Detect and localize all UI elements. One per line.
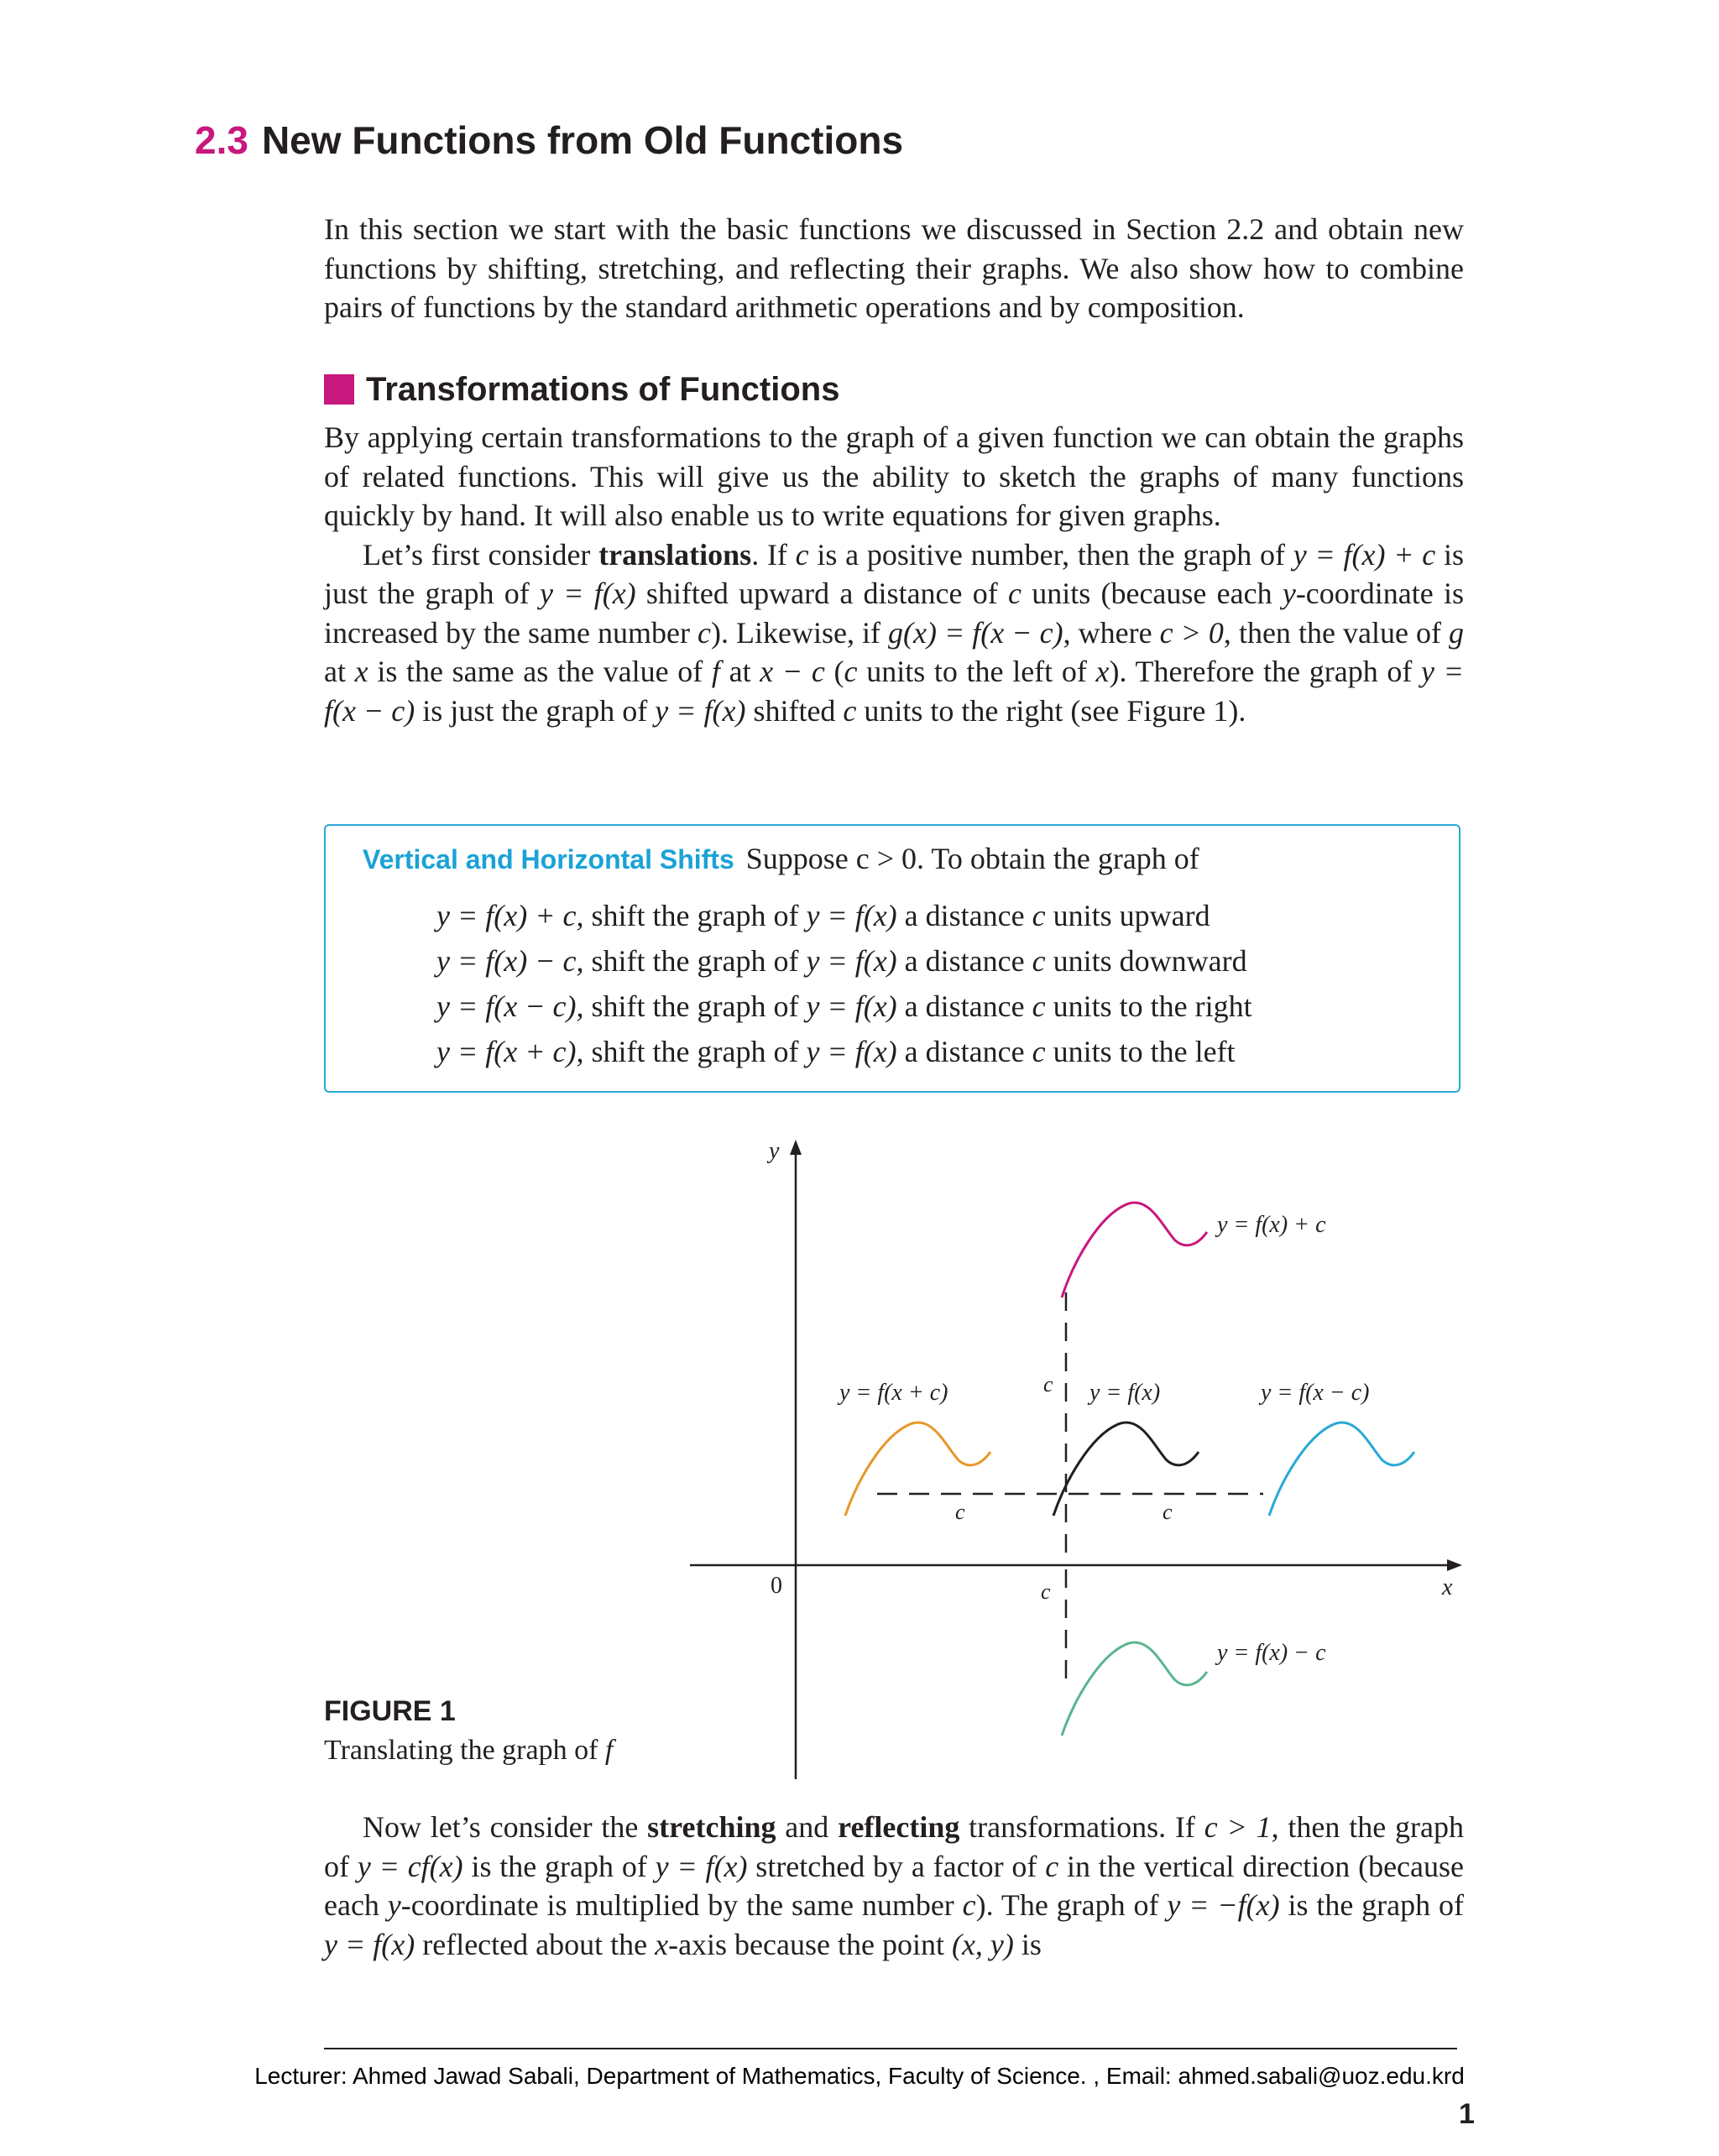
para-stretch-reflect: Now let’s consider the stretching and reflecting transformations. If c > 1, then the graph of y = cf(x) is the graph of y = f(x) stretched by a factor of c in the vertical direction (because each y-coordinate is multiplied by the same number c). The graph of y = −f(x) is the graph of y = f(x) reflected about the x-axis because the point (x, y) is (324, 1810, 1465, 1961)
footer-text: Lecturer: Ahmed Jawad Sabali, Department of Mathematics, Faculty of Science. , Email: ahmed.sabali@uoz.edu.krd (254, 2063, 1465, 2089)
curve-shift-left (845, 1423, 990, 1516)
c-label-left: c (955, 1500, 965, 1524)
subsection-bullet-square (324, 374, 354, 405)
x-axis-label: x (1442, 1574, 1453, 1600)
rule-downward: y = f(x) − c, shift the graph of y = f(x) a distance c units downward (436, 944, 1247, 978)
subsection-heading (324, 368, 839, 411)
curve-shift-right (1269, 1423, 1414, 1516)
label-shift-down: y = f(x) − c (1217, 1640, 1326, 1666)
label-shift-right: y = f(x − c) (1261, 1380, 1370, 1406)
figure-1-graph (671, 1133, 1477, 1779)
label-shift-up: y = f(x) + c (1217, 1212, 1326, 1238)
curve-base (1053, 1423, 1199, 1516)
section-heading (195, 117, 903, 163)
page-number: 1 (1459, 2098, 1475, 2130)
label-base: y = f(x) (1089, 1380, 1161, 1406)
rule-right: y = f(x − c), shift the graph of y = f(x) a distance c units to the right (436, 989, 1252, 1023)
box-rules (436, 893, 1252, 1074)
c-label-lower: c (1041, 1579, 1051, 1604)
rule-upward: y = f(x) + c, shift the graph of y = f(x) a distance c units upward (436, 899, 1210, 932)
subsection-title: Transformations of Functions (366, 370, 840, 408)
section-number: 2.3 (195, 118, 248, 162)
y-axis-label: y (769, 1138, 780, 1164)
figure-description: Translating the graph of f (324, 1735, 614, 1766)
c-label-upper: c (1043, 1372, 1053, 1396)
intro-paragraph (324, 210, 1464, 327)
curve-shift-down (1062, 1642, 1207, 1736)
label-shift-left: y = f(x + c) (839, 1380, 948, 1406)
transformations-paragraphs (324, 418, 1464, 730)
footer-rule (324, 2048, 1457, 2049)
rule-left: y = f(x + c), shift the graph of y = f(x) a distance c units to the left (436, 1035, 1236, 1068)
figure-label: FIGURE 1 (324, 1695, 456, 1727)
section-title: New Functions from Old Functions (261, 118, 904, 162)
c-label-right: c (1163, 1500, 1173, 1524)
shifts-rule-box (324, 824, 1460, 1093)
para-translations: Let’s first consider translations. If c is a positive number, then the graph of y = f(x) + c is just the graph of y = f(x) shifted upward a distance of c units (because each y-coordinate is increased by the same number c). Likewise, if g(x) = f(x − c), where c > 0, then the value of g at x is the same as the value of f at x − c (c units to the left of x). Therefore the graph of y = f(x − c) is just the graph of y = f(x) shifted c units to the right (see Figure 1). (324, 537, 1465, 728)
box-label: Vertical and Horizontal Shifts (363, 844, 734, 874)
intro-text: In this section we start with the basic functions we discussed in Section 2.2 and obtain new functions by shifting, stretching, and reflecting their graphs. We also show how to combine pairs of functions by the standard arithmetic operations and by composition. (324, 212, 1464, 324)
box-title (363, 841, 1199, 876)
box-intro: Suppose c > 0. To obtain the graph of (745, 842, 1199, 875)
x-axis-arrow (1447, 1559, 1462, 1571)
curve-shift-up (1062, 1203, 1207, 1297)
figure-caption (324, 1695, 613, 1767)
para-transformations: By applying certain transformations to the graph of a given function we can obtain the graphs of related functions. This will give us the ability to sketch the graphs of many functions quickly by hand. It will also enable us to write equations for given graphs. (324, 420, 1464, 532)
y-axis-arrow (790, 1140, 802, 1155)
stretch-reflect-paragraph (324, 1808, 1464, 1964)
origin-label: 0 (771, 1573, 782, 1599)
